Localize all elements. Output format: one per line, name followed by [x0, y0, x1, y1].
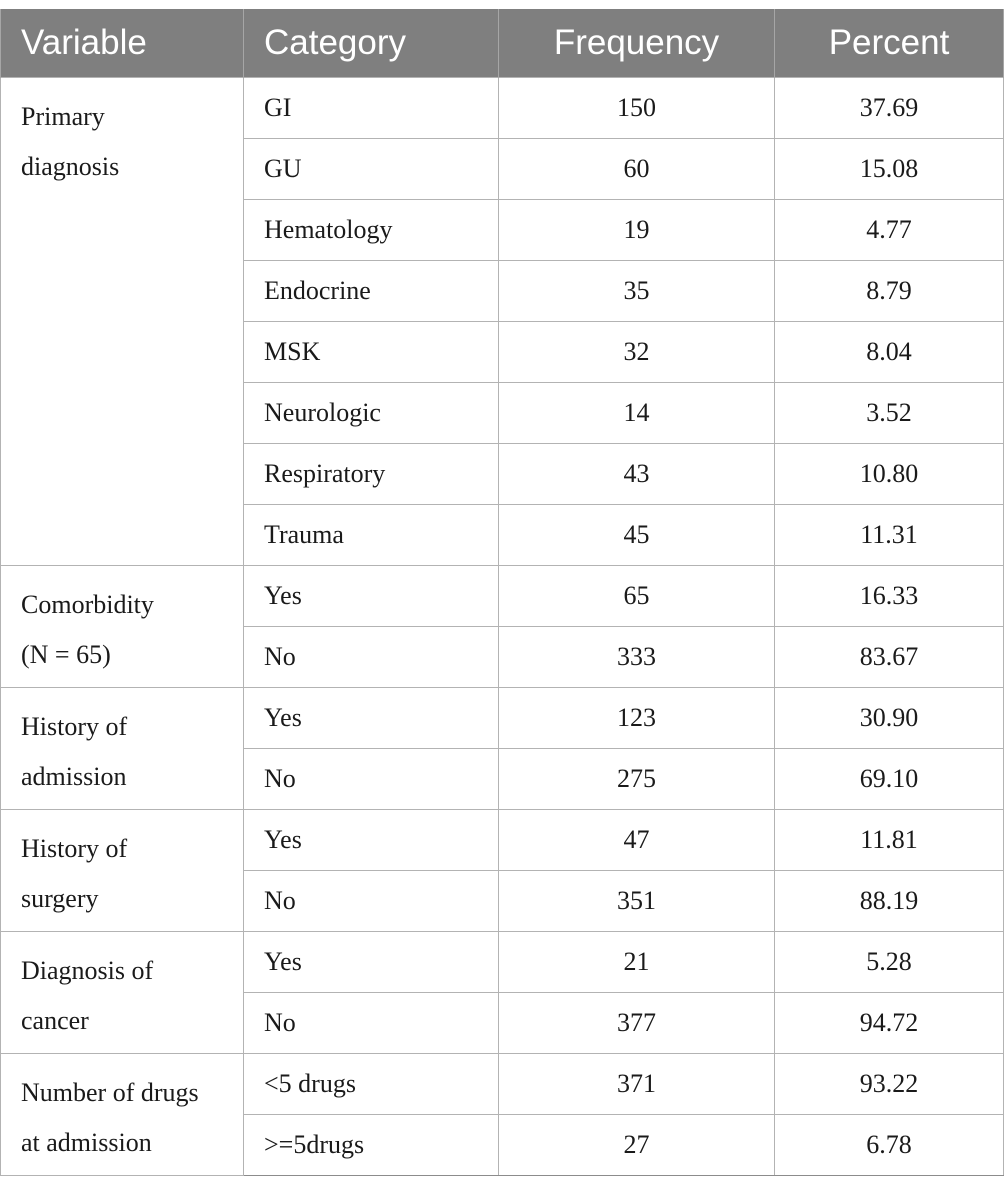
percent-cell: 94.72	[775, 993, 1004, 1054]
variable-cell	[1, 1054, 244, 1176]
category-cell: MSK	[244, 322, 499, 383]
category-cell: <5 drugs	[244, 1054, 499, 1115]
category-cell: No	[244, 993, 499, 1054]
category-cell: No	[244, 627, 499, 688]
percent-cell: 88.19	[775, 871, 1004, 932]
percent-cell: 5.28	[775, 932, 1004, 993]
category-cell: >=5drugs	[244, 1115, 499, 1176]
percent-cell: 83.67	[775, 627, 1004, 688]
frequency-cell: 32	[499, 322, 775, 383]
variable-line: surgery	[21, 884, 99, 913]
category-cell: GU	[244, 139, 499, 200]
category-cell: Yes	[244, 566, 499, 627]
category-cell: Endocrine	[244, 261, 499, 322]
header-variable: Variable	[1, 9, 244, 78]
frequency-cell: 150	[499, 78, 775, 139]
category-cell: No	[244, 749, 499, 810]
category-cell: Respiratory	[244, 444, 499, 505]
category-cell: No	[244, 871, 499, 932]
category-cell: Yes	[244, 810, 499, 871]
clinical-characteristics-table	[0, 9, 1004, 1176]
table-row	[1, 1054, 1004, 1115]
percent-cell: 8.79	[775, 261, 1004, 322]
percent-cell: 6.78	[775, 1115, 1004, 1176]
frequency-cell: 65	[499, 566, 775, 627]
percent-cell: 16.33	[775, 566, 1004, 627]
variable-cell	[1, 78, 244, 566]
table-row	[1, 78, 1004, 139]
variable-line: diagnosis	[21, 152, 120, 181]
frequency-cell: 371	[499, 1054, 775, 1115]
header-frequency: Frequency	[499, 9, 775, 78]
variable-line: cancer	[21, 1006, 89, 1035]
percent-cell: 69.10	[775, 749, 1004, 810]
frequency-cell: 43	[499, 444, 775, 505]
percent-cell: 4.77	[775, 200, 1004, 261]
table-body	[1, 78, 1004, 1176]
frequency-cell: 275	[499, 749, 775, 810]
variable-line: Primary	[21, 102, 105, 131]
percent-cell: 11.81	[775, 810, 1004, 871]
category-cell: Hematology	[244, 200, 499, 261]
percent-cell: 3.52	[775, 383, 1004, 444]
percent-cell: 15.08	[775, 139, 1004, 200]
variable-line: Number of drugs	[21, 1078, 199, 1107]
variable-cell	[1, 932, 244, 1054]
frequency-cell: 351	[499, 871, 775, 932]
variable-line: admission	[21, 762, 127, 791]
category-cell: Trauma	[244, 505, 499, 566]
variable-cell	[1, 688, 244, 810]
percent-cell: 30.90	[775, 688, 1004, 749]
table-row	[1, 810, 1004, 871]
variable-line: Diagnosis of	[21, 956, 154, 985]
header-percent: Percent	[775, 9, 1004, 78]
variable-line: History of	[21, 712, 128, 741]
data-table-container	[0, 9, 1003, 1176]
percent-cell: 8.04	[775, 322, 1004, 383]
frequency-cell: 27	[499, 1115, 775, 1176]
percent-cell: 37.69	[775, 78, 1004, 139]
frequency-cell: 35	[499, 261, 775, 322]
category-cell: Yes	[244, 688, 499, 749]
frequency-cell: 19	[499, 200, 775, 261]
header-row	[1, 9, 1004, 78]
frequency-cell: 47	[499, 810, 775, 871]
frequency-cell: 123	[499, 688, 775, 749]
variable-line: Comorbidity	[21, 590, 154, 619]
category-cell: Neurologic	[244, 383, 499, 444]
variable-line: (N = 65)	[21, 640, 111, 669]
table-row	[1, 688, 1004, 749]
frequency-cell: 377	[499, 993, 775, 1054]
frequency-cell: 333	[499, 627, 775, 688]
percent-cell: 11.31	[775, 505, 1004, 566]
variable-line: at admission	[21, 1128, 152, 1157]
table-row	[1, 566, 1004, 627]
table-row	[1, 932, 1004, 993]
frequency-cell: 21	[499, 932, 775, 993]
table-header	[1, 9, 1004, 78]
variable-cell	[1, 810, 244, 932]
category-cell: Yes	[244, 932, 499, 993]
percent-cell: 93.22	[775, 1054, 1004, 1115]
variable-cell	[1, 566, 244, 688]
frequency-cell: 45	[499, 505, 775, 566]
frequency-cell: 60	[499, 139, 775, 200]
variable-line: History of	[21, 834, 128, 863]
percent-cell: 10.80	[775, 444, 1004, 505]
frequency-cell: 14	[499, 383, 775, 444]
header-category: Category	[244, 9, 499, 78]
category-cell: GI	[244, 78, 499, 139]
